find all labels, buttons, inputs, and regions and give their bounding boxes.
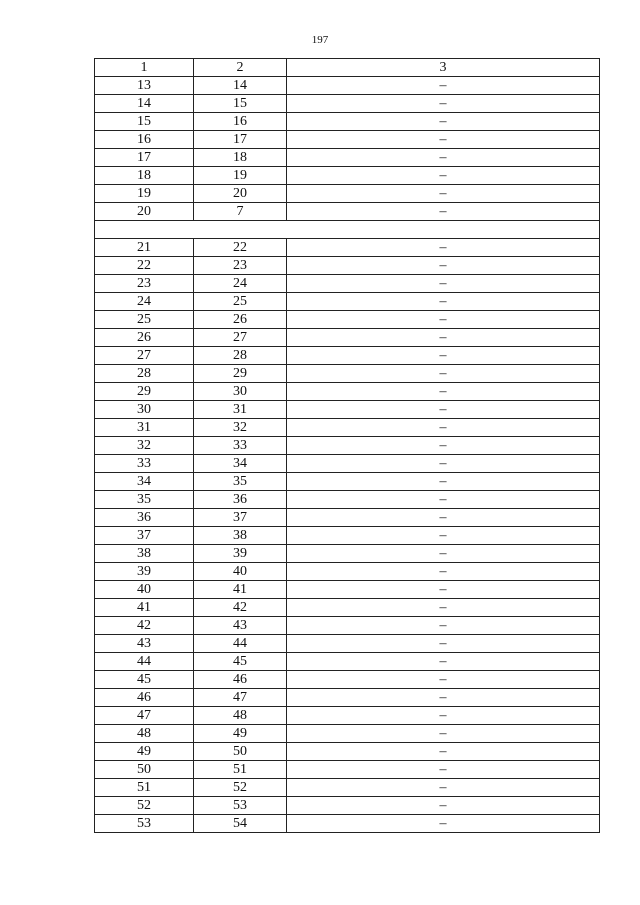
cell-col-3: – <box>287 419 600 437</box>
cell-col-1: 44 <box>95 653 194 671</box>
cell-col-3: – <box>287 239 600 257</box>
cell-col-1: 20 <box>95 203 194 221</box>
cell-col-2: 51 <box>194 761 287 779</box>
cell-col-3: – <box>287 167 600 185</box>
cell-col-3: – <box>287 473 600 491</box>
table-row <box>95 473 600 491</box>
table-row <box>95 599 600 617</box>
cell-col-1: 53 <box>95 815 194 833</box>
cell-col-2: 23 <box>194 257 287 275</box>
cell-col-1: 48 <box>95 725 194 743</box>
page-number: 197 <box>311 34 329 46</box>
cell-col-1: 25 <box>95 311 194 329</box>
table-row <box>95 815 600 833</box>
cell-col-3: – <box>287 77 600 95</box>
cell-col-2: 30 <box>194 383 287 401</box>
table-row <box>95 545 600 563</box>
cell-col-1: 51 <box>95 779 194 797</box>
cell-col-3: – <box>287 689 600 707</box>
cell-col-3: – <box>287 293 600 311</box>
cell-col-2: 34 <box>194 455 287 473</box>
cell-col-3: – <box>287 131 600 149</box>
cell-col-2: 40 <box>194 563 287 581</box>
cell-col-1: 33 <box>95 455 194 473</box>
cell-col-3: – <box>287 527 600 545</box>
table-row <box>95 113 600 131</box>
cell-col-3: – <box>287 635 600 653</box>
table-row <box>95 707 600 725</box>
cell-col-2: 33 <box>194 437 287 455</box>
table-row <box>95 131 600 149</box>
table-row <box>95 383 600 401</box>
table-row <box>95 365 600 383</box>
cell-col-2: 37 <box>194 509 287 527</box>
table-row <box>95 293 600 311</box>
table-row <box>95 239 600 257</box>
table-row <box>95 653 600 671</box>
table-row <box>95 761 600 779</box>
table-row <box>95 401 600 419</box>
cell-col-2: 43 <box>194 617 287 635</box>
cell-col-1: 41 <box>95 599 194 617</box>
table-row <box>95 437 600 455</box>
table-row <box>95 167 600 185</box>
cell-col-2: 25 <box>194 293 287 311</box>
cell-col-2: 22 <box>194 239 287 257</box>
cell-col-1: 16 <box>95 131 194 149</box>
cell-col-1: 46 <box>95 689 194 707</box>
cell-col-3: – <box>287 113 600 131</box>
header-cell-3: 3 <box>287 59 600 77</box>
cell-col-1: 32 <box>95 437 194 455</box>
cell-col-3: – <box>287 653 600 671</box>
cell-col-3: – <box>287 617 600 635</box>
table-row <box>95 617 600 635</box>
cell-col-2: 47 <box>194 689 287 707</box>
table-row <box>95 311 600 329</box>
cell-col-2: 44 <box>194 635 287 653</box>
cell-col-1: 23 <box>95 275 194 293</box>
cell-col-3: – <box>287 257 600 275</box>
table-row <box>95 95 600 113</box>
cell-col-3: – <box>287 671 600 689</box>
cell-col-1: 29 <box>95 383 194 401</box>
header-row <box>95 59 600 77</box>
cell-col-2: 35 <box>194 473 287 491</box>
cell-col-3: – <box>287 455 600 473</box>
cell-col-2: 15 <box>194 95 287 113</box>
cell-col-1: 19 <box>95 185 194 203</box>
cell-col-3: – <box>287 761 600 779</box>
table-row <box>95 491 600 509</box>
cell-col-1: 24 <box>95 293 194 311</box>
cell-col-3: – <box>287 581 600 599</box>
cell-col-3: – <box>287 365 600 383</box>
cell-col-3: – <box>287 347 600 365</box>
cell-col-2: 36 <box>194 491 287 509</box>
table-row <box>95 671 600 689</box>
cell-col-2: 50 <box>194 743 287 761</box>
cell-col-1: 50 <box>95 761 194 779</box>
table-row <box>95 329 600 347</box>
cell-col-3: – <box>287 563 600 581</box>
table-row <box>95 185 600 203</box>
cell-col-2: 17 <box>194 131 287 149</box>
table-row <box>95 509 600 527</box>
cell-col-1: 26 <box>95 329 194 347</box>
table-row <box>95 455 600 473</box>
cell-col-2: 46 <box>194 671 287 689</box>
cell-col-1: 17 <box>95 149 194 167</box>
header-cell-2: 2 <box>194 59 287 77</box>
table-body <box>95 59 600 833</box>
table-row <box>95 149 600 167</box>
cell-col-3: – <box>287 545 600 563</box>
cell-col-3: – <box>287 797 600 815</box>
table-row <box>95 419 600 437</box>
table-row <box>95 689 600 707</box>
table-row <box>95 527 600 545</box>
cell-col-2: 45 <box>194 653 287 671</box>
cell-col-1: 36 <box>95 509 194 527</box>
cell-col-3: – <box>287 185 600 203</box>
table-row <box>95 257 600 275</box>
cell-col-3: – <box>287 779 600 797</box>
cell-col-3: – <box>287 329 600 347</box>
cell-col-3: – <box>287 437 600 455</box>
cell-col-1: 40 <box>95 581 194 599</box>
cell-col-1: 27 <box>95 347 194 365</box>
data-table <box>94 58 600 833</box>
cell-col-3: – <box>287 95 600 113</box>
cell-col-2: 42 <box>194 599 287 617</box>
cell-col-1: 28 <box>95 365 194 383</box>
cell-col-2: 7 <box>194 203 287 221</box>
table-row <box>95 563 600 581</box>
cell-col-1: 13 <box>95 77 194 95</box>
header-cell-1: 1 <box>95 59 194 77</box>
cell-col-3: – <box>287 599 600 617</box>
table-row <box>95 635 600 653</box>
spacer-cell <box>95 221 600 239</box>
cell-col-1: 47 <box>95 707 194 725</box>
cell-col-2: 52 <box>194 779 287 797</box>
table-row <box>95 743 600 761</box>
cell-col-3: – <box>287 383 600 401</box>
cell-col-3: – <box>287 815 600 833</box>
cell-col-1: 31 <box>95 419 194 437</box>
cell-col-2: 19 <box>194 167 287 185</box>
cell-col-3: – <box>287 311 600 329</box>
cell-col-2: 53 <box>194 797 287 815</box>
cell-col-1: 49 <box>95 743 194 761</box>
cell-col-1: 43 <box>95 635 194 653</box>
cell-col-3: – <box>287 275 600 293</box>
cell-col-1: 45 <box>95 671 194 689</box>
cell-col-1: 22 <box>95 257 194 275</box>
cell-col-2: 31 <box>194 401 287 419</box>
cell-col-1: 14 <box>95 95 194 113</box>
cell-col-2: 14 <box>194 77 287 95</box>
cell-col-1: 30 <box>95 401 194 419</box>
cell-col-2: 54 <box>194 815 287 833</box>
cell-col-1: 35 <box>95 491 194 509</box>
table-row <box>95 779 600 797</box>
cell-col-2: 48 <box>194 707 287 725</box>
cell-col-3: – <box>287 203 600 221</box>
cell-col-3: – <box>287 149 600 167</box>
table-row <box>95 275 600 293</box>
table-row <box>95 203 600 221</box>
cell-col-2: 32 <box>194 419 287 437</box>
cell-col-2: 38 <box>194 527 287 545</box>
cell-col-2: 29 <box>194 365 287 383</box>
cell-col-3: – <box>287 743 600 761</box>
cell-col-2: 20 <box>194 185 287 203</box>
table-row <box>95 581 600 599</box>
cell-col-2: 26 <box>194 311 287 329</box>
cell-col-2: 39 <box>194 545 287 563</box>
cell-col-1: 21 <box>95 239 194 257</box>
cell-col-2: 27 <box>194 329 287 347</box>
cell-col-1: 18 <box>95 167 194 185</box>
cell-col-2: 28 <box>194 347 287 365</box>
cell-col-2: 24 <box>194 275 287 293</box>
cell-col-2: 16 <box>194 113 287 131</box>
cell-col-2: 41 <box>194 581 287 599</box>
cell-col-3: – <box>287 401 600 419</box>
table-row <box>95 347 600 365</box>
cell-col-1: 38 <box>95 545 194 563</box>
table-row <box>95 77 600 95</box>
cell-col-1: 37 <box>95 527 194 545</box>
cell-col-3: – <box>287 707 600 725</box>
table-row <box>95 725 600 743</box>
table-row <box>95 797 600 815</box>
cell-col-1: 52 <box>95 797 194 815</box>
cell-col-3: – <box>287 509 600 527</box>
cell-col-3: – <box>287 491 600 509</box>
cell-col-1: 15 <box>95 113 194 131</box>
spacer-row <box>95 221 600 239</box>
cell-col-2: 49 <box>194 725 287 743</box>
cell-col-3: – <box>287 725 600 743</box>
cell-col-1: 39 <box>95 563 194 581</box>
cell-col-1: 34 <box>95 473 194 491</box>
cell-col-2: 18 <box>194 149 287 167</box>
cell-col-1: 42 <box>95 617 194 635</box>
